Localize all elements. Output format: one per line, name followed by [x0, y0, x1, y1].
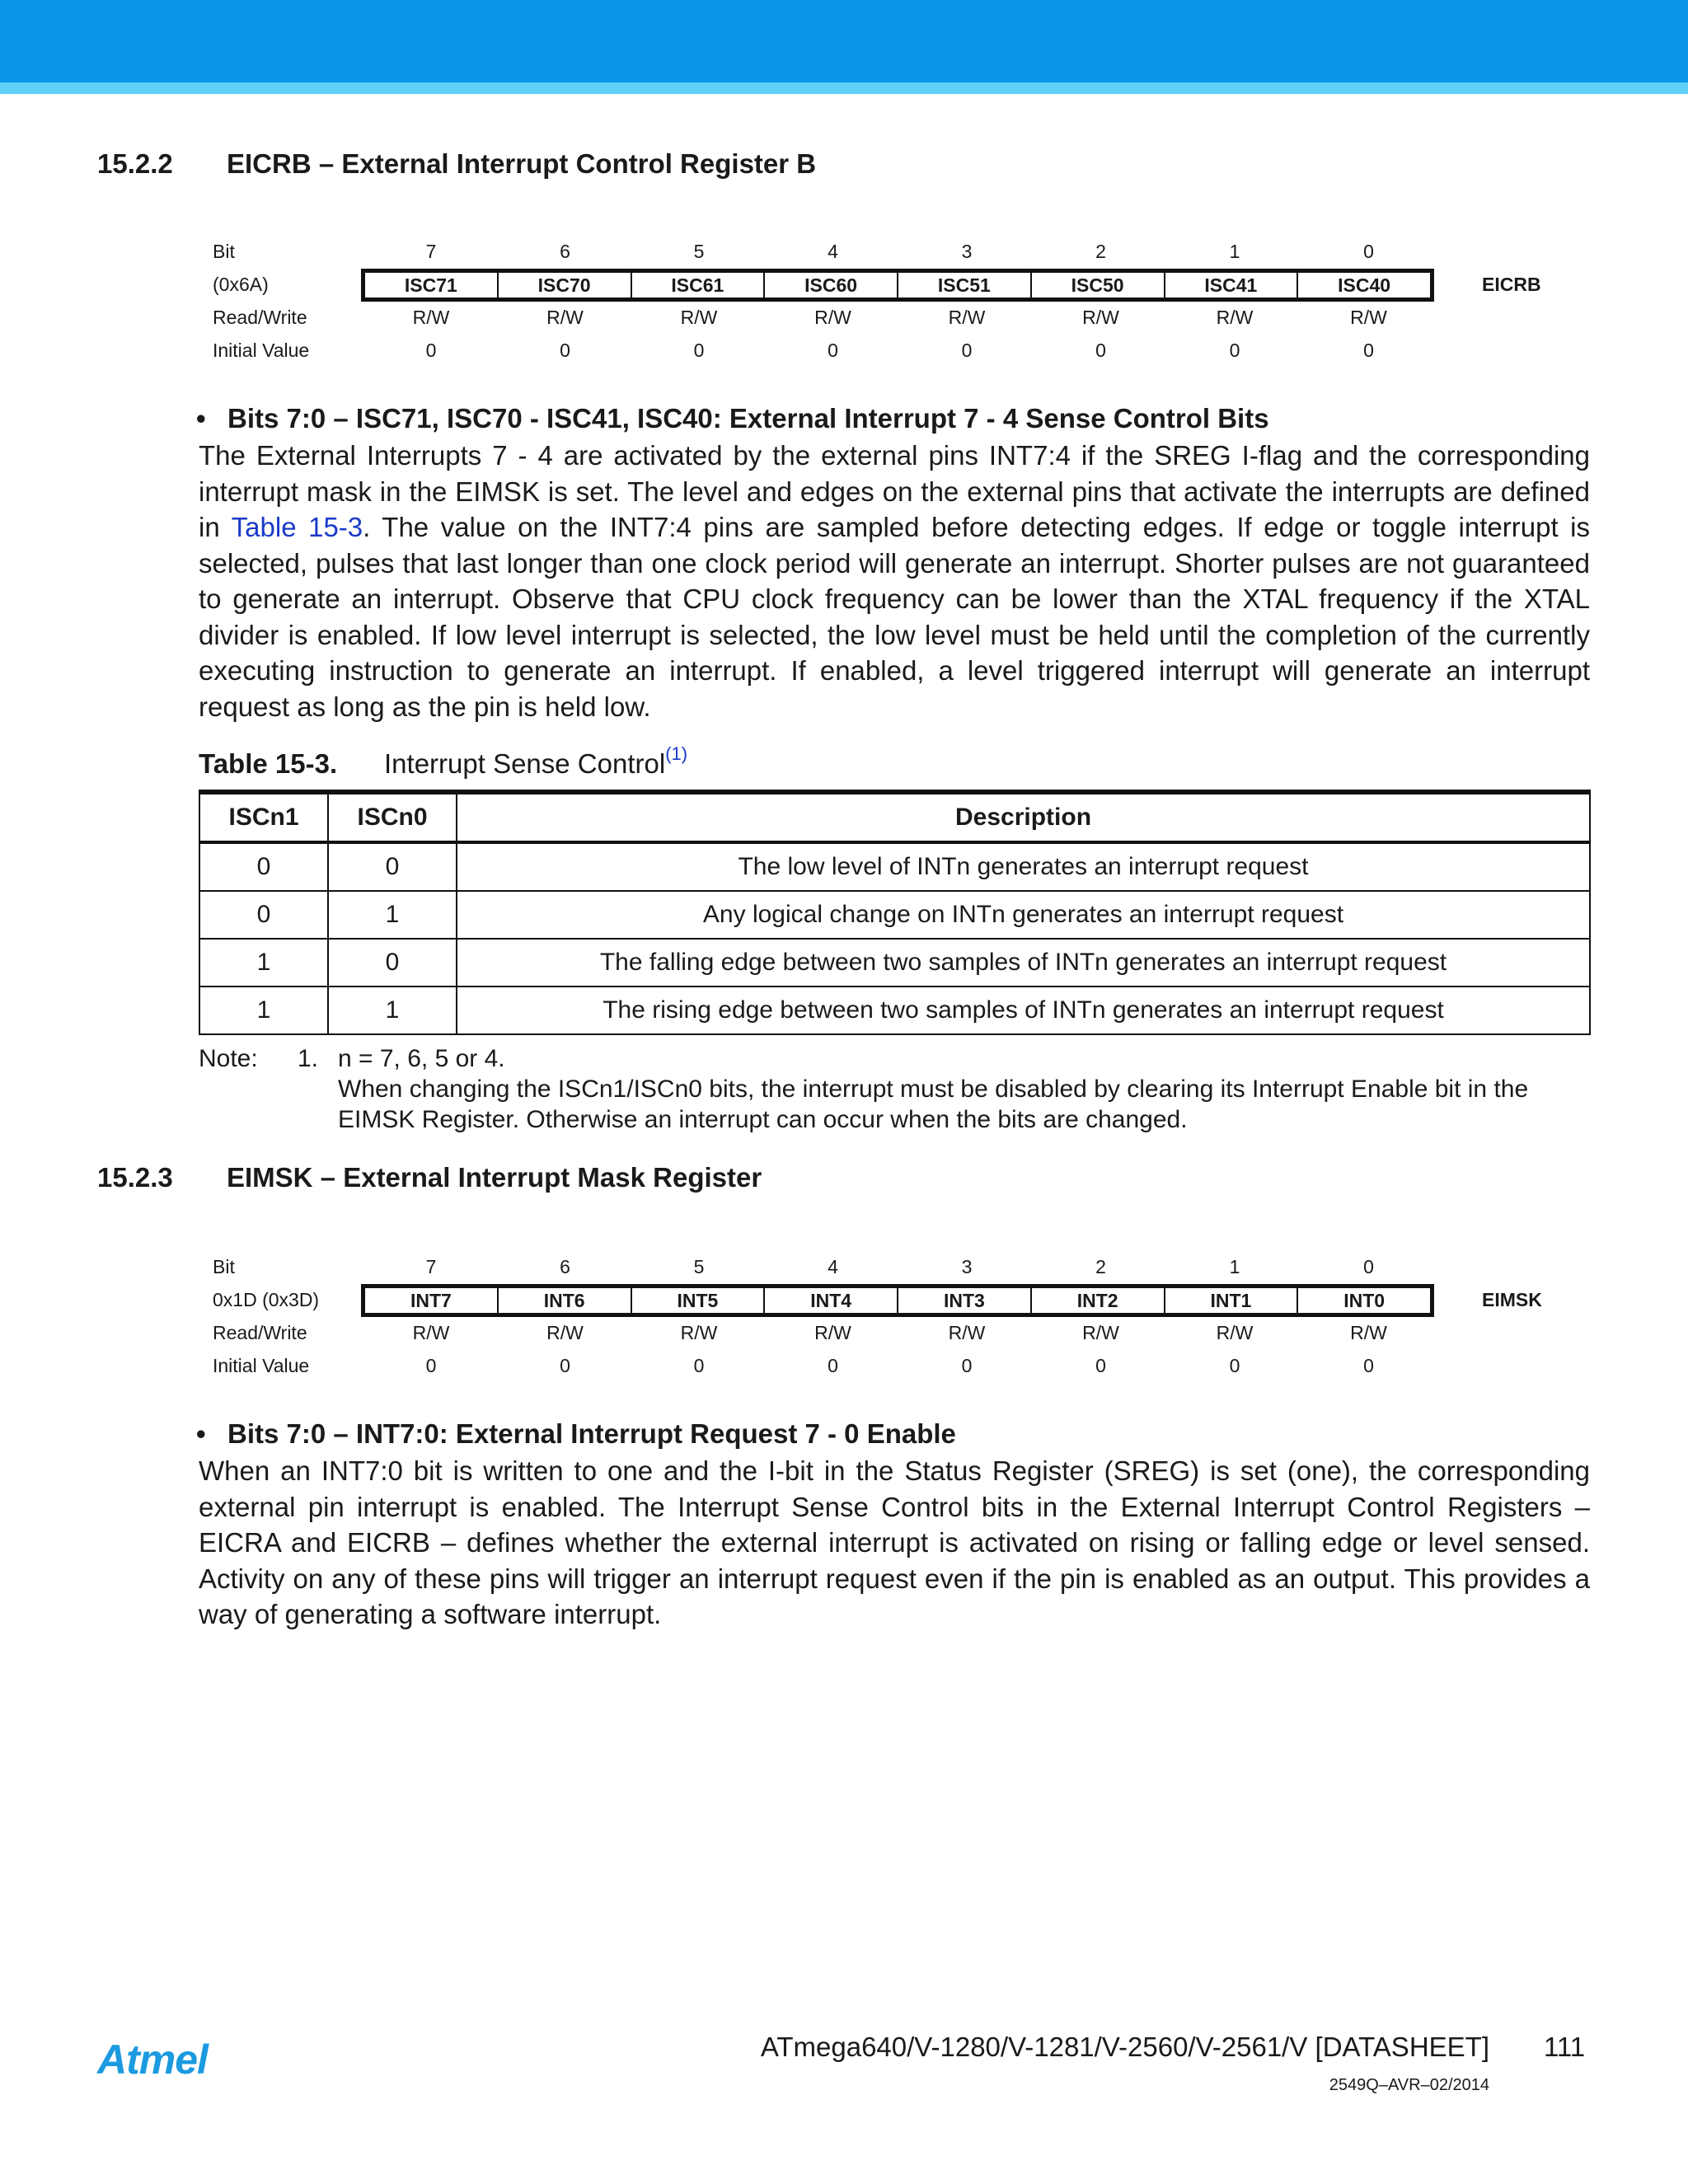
- cell-iscn0: 0: [328, 842, 457, 891]
- bit-number: 4: [828, 241, 838, 262]
- read-write-value: R/W: [1216, 307, 1254, 328]
- paragraph-text: The External Interrupts 7 - 4 are activated by the external pins INT7:4 if the SREG I-flag and the corresponding interrupt mask in the EIMSK is set. The level and edges on the external pins that activate the interrupts are defined in: [199, 440, 1590, 542]
- register-bit-name: ISC60: [765, 273, 898, 298]
- register-bit-name: INT7: [365, 1288, 499, 1313]
- initial-value: 0: [425, 1355, 437, 1376]
- read-write-value: R/W: [814, 1322, 851, 1343]
- register-name: EICRB: [1482, 274, 1541, 295]
- cell-iscn0: 1: [328, 891, 457, 939]
- bit-number: 5: [693, 241, 705, 262]
- register-bit-name: ISC40: [1338, 274, 1391, 296]
- bit-number: 4: [828, 1256, 838, 1277]
- read-write-value: R/W: [412, 307, 450, 328]
- initial-value: 0: [1095, 340, 1106, 361]
- paragraph-eimsk: When an INT7:0 bit is written to one and the I-bit in the Status Register (SREG) is set (one), the corresponding external pin interrupt is enabled. The Interrupt Sense Control bits in the External Interrupt Control Registers – EICRA and EICRB – defines whether the external interrupt is activated on rising or falling edge or level sensed. Activity on any of these pins will trigger an interrupt request even if the pin is enabled as an output. This provides a way of generating a software interrupt.: [199, 1455, 1590, 1629]
- section-number: 15.2.2: [97, 148, 173, 179]
- table-row: [199, 987, 1590, 1034]
- bit-number: 3: [961, 241, 973, 262]
- initial-value: 0: [425, 340, 437, 361]
- table-title-text: Interrupt Sense Control: [384, 748, 666, 779]
- footer-doc-title: ATmega640/V-1280/V-1281/V-2560/V-2561/V [DATASHEET]: [760, 2032, 1489, 2062]
- read-write-value: R/W: [546, 1322, 584, 1343]
- paragraph-eicrb: [199, 438, 1590, 724]
- register-name: EIMSK: [1482, 1289, 1542, 1310]
- bullet-text: Bits 7:0 – ISC71, ISC70 - ISC41, ISC40: External Interrupt 7 - 4 Sense Control Bits: [227, 403, 1269, 434]
- footnote-ref-link[interactable]: (1): [665, 743, 688, 764]
- doc-code: 2549Q–AVR–02/2014: [1329, 2076, 1489, 2094]
- initial-value: 0: [828, 1355, 838, 1376]
- register-bit-name: INT5: [632, 1288, 766, 1313]
- section-title: EIMSK – External Interrupt Mask Register: [227, 1162, 762, 1193]
- bit-number: 7: [425, 1256, 437, 1277]
- bullet-dot: •: [196, 1418, 206, 1449]
- row-label-bit: Bit: [213, 241, 235, 262]
- initial-value: 0: [828, 340, 838, 361]
- row-label-address: 0x1D (0x3D): [213, 1289, 320, 1310]
- read-write-value: R/W: [1082, 307, 1119, 328]
- register-bit-name: INT2: [1032, 1288, 1165, 1313]
- table-row: [199, 842, 1590, 891]
- initial-value: 0: [961, 340, 973, 361]
- initial-value: 0: [1229, 340, 1240, 361]
- section-number: 15.2.3: [97, 1162, 173, 1193]
- row-label-address: (0x6A): [213, 274, 269, 295]
- initial-value: 0: [560, 340, 570, 361]
- bit-number: 3: [961, 1256, 973, 1277]
- read-write-value: R/W: [412, 1322, 450, 1343]
- bit-number: 6: [560, 1256, 570, 1277]
- read-write-value: R/W: [546, 307, 584, 328]
- bit-number: 7: [425, 241, 437, 262]
- register-bit-name: INT6: [499, 1288, 632, 1313]
- table-15-3-link[interactable]: Table 15-3: [231, 512, 363, 542]
- note-line: When changing the ISCn1/ISCn0 bits, the interrupt must be disabled by clearing its Interrupt Enable bit in the: [338, 1076, 1529, 1103]
- bit-number: 1: [1229, 241, 1240, 262]
- bit-number: 0: [1363, 1256, 1374, 1277]
- row-label-initial-value: Initial Value: [213, 1355, 310, 1376]
- initial-value: 0: [1095, 1355, 1106, 1376]
- register-bit-name: ISC50: [1032, 273, 1165, 298]
- bit-number: 2: [1095, 1256, 1106, 1277]
- table-row: [199, 939, 1590, 987]
- row-label-bit: Bit: [213, 1256, 235, 1277]
- bullet-dot: •: [196, 403, 206, 434]
- header-banner: [0, 0, 1688, 82]
- interrupt-sense-control-table: [199, 790, 1591, 1035]
- bit-number: 2: [1095, 241, 1106, 262]
- row-label-read-write: Read/Write: [213, 307, 307, 328]
- bit-number: 6: [560, 241, 570, 262]
- read-write-value: R/W: [1082, 1322, 1119, 1343]
- cell-description: Any logical change on INTn generates an interrupt request: [457, 891, 1590, 939]
- register-bit-box: [361, 1284, 1434, 1317]
- read-write-value: R/W: [948, 1322, 986, 1343]
- atmel-logo: Atmel: [97, 2036, 208, 2083]
- paragraph-text: . The value on the INT7:4 pins are sampled before detecting edges. If edge or toggle interrupt is selected, pulses that last longer than one clock period will generate an interrupt. Shorter pulses are not guaranteed to generate an interrupt. Observe that CPU clock frequency can be lower than the XTAL frequency if the XTAL divider is enabled. If low level interrupt is selected, the low level must be held until the completion of the currently executing instruction to generate an interrupt. If enabled, a level triggered interrupt will generate an interrupt request as long as the pin is held low.: [199, 512, 1591, 722]
- note-line: n = 7, 6, 5 or 4.: [338, 1045, 505, 1072]
- row-label-initial-value: Initial Value: [213, 340, 310, 361]
- bullet-text: Bits 7:0 – INT7:0: External Interrupt Request 7 - 0 Enable: [227, 1418, 956, 1449]
- register-bit-name: INT4: [765, 1288, 898, 1313]
- table-number: Table 15-3.: [199, 748, 338, 779]
- header-banner-strip: [0, 82, 1688, 94]
- bit-number: 0: [1363, 241, 1374, 262]
- table-header-row: [199, 792, 1590, 842]
- table-row: [199, 891, 1590, 939]
- bit-number: 1: [1229, 1256, 1240, 1277]
- register-bit-name: ISC51: [898, 273, 1032, 298]
- cell-iscn1: 0: [199, 891, 328, 939]
- note-number: 1.: [298, 1045, 319, 1072]
- read-write-value: R/W: [814, 307, 851, 328]
- register-bit-name: ISC70: [499, 273, 632, 298]
- read-write-value: R/W: [1350, 1322, 1387, 1343]
- initial-value: 0: [961, 1355, 973, 1376]
- page-number: 111: [1544, 2032, 1586, 2062]
- cell-description: The low level of INTn generates an interrupt request: [457, 842, 1590, 891]
- register-bit-name: INT1: [1165, 1288, 1299, 1313]
- register-bit-name: ISC71: [365, 273, 499, 298]
- initial-value: 0: [1363, 1355, 1374, 1376]
- register-bit-box: [361, 269, 1434, 302]
- section-title: EICRB – External Interrupt Control Register B: [227, 148, 817, 179]
- header-iscn1: ISCn1: [199, 792, 328, 842]
- cell-description: The falling edge between two samples of INTn generates an interrupt request: [457, 939, 1590, 987]
- register-bit-name: INT0: [1343, 1290, 1386, 1311]
- cell-description: The rising edge between two samples of INTn generates an interrupt request: [457, 987, 1590, 1034]
- read-write-value: R/W: [1350, 307, 1387, 328]
- cell-iscn0: 1: [328, 987, 457, 1034]
- note-line: EIMSK Register. Otherwise an interrupt can occur when the bits are changed.: [338, 1106, 1188, 1133]
- register-bit-name: ISC61: [632, 273, 766, 298]
- initial-value: 0: [693, 340, 705, 361]
- header-description: Description: [457, 792, 1590, 842]
- cell-iscn1: 1: [199, 987, 328, 1034]
- initial-value: 0: [693, 1355, 705, 1376]
- initial-value: 0: [1229, 1355, 1240, 1376]
- table-title: [384, 743, 688, 780]
- cell-iscn1: 1: [199, 939, 328, 987]
- read-write-value: R/W: [1216, 1322, 1254, 1343]
- header-iscn0: ISCn0: [328, 792, 457, 842]
- read-write-value: R/W: [680, 1322, 718, 1343]
- initial-value: 0: [1363, 340, 1374, 361]
- note-label: Note:: [199, 1045, 258, 1072]
- initial-value: 0: [560, 1355, 570, 1376]
- read-write-value: R/W: [948, 307, 986, 328]
- cell-iscn0: 0: [328, 939, 457, 987]
- cell-iscn1: 0: [199, 842, 328, 891]
- register-bit-name: ISC41: [1165, 273, 1299, 298]
- row-label-read-write: Read/Write: [213, 1322, 307, 1343]
- bit-number: 5: [693, 1256, 705, 1277]
- register-bit-name: INT3: [898, 1288, 1032, 1313]
- read-write-value: R/W: [680, 307, 718, 328]
